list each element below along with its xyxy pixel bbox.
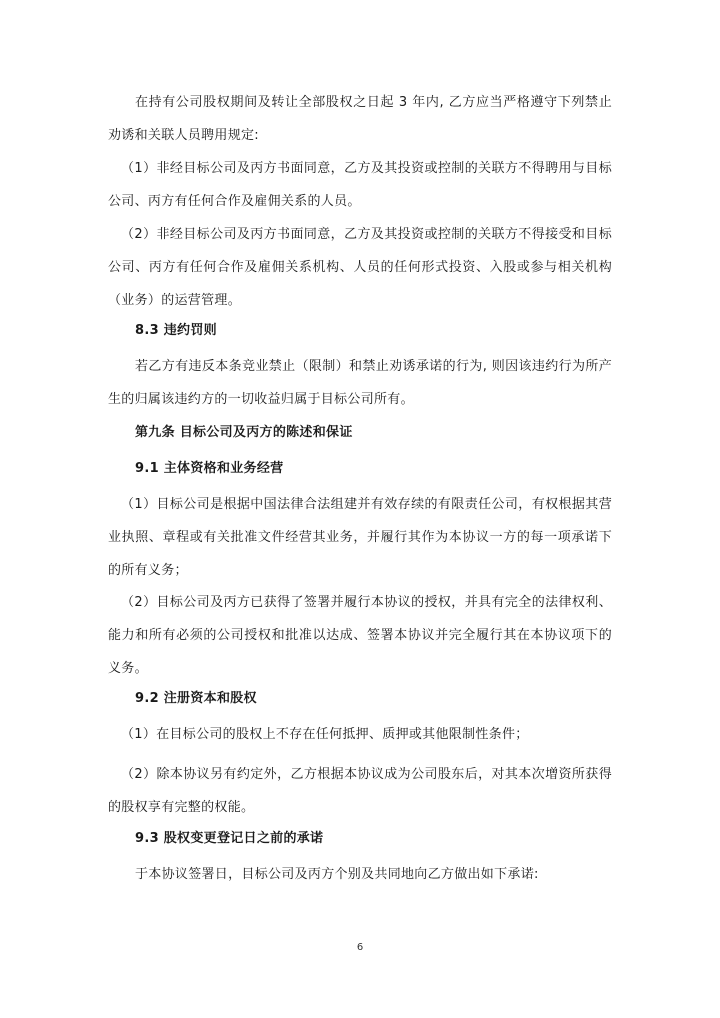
section-heading-8-3: 8.3 违约罚则 xyxy=(135,323,217,338)
paragraph-noncompete-period: 在持有公司股权期间及转让全部股权之日起 3 年内, 乙方应当严格遵守下列禁止劝诱和关联人员聘用规定: xyxy=(108,95,612,143)
paragraph-penalty: 若乙方有违反本条竞业禁止（限制）和禁止劝诱承诺的行为, 则因该违约行为所产生的归属该违约方的一切收益归属于目标公司所有。 xyxy=(108,359,612,407)
page-number: 6 xyxy=(356,942,364,953)
clause-item-9-2-1: （1）在目标公司的股权上不存在任何抵押、质押或其他限制性条件； xyxy=(121,727,529,742)
clause-item-9-1-2: （2）目标公司及丙方已获得了签署并履行本协议的授权，并具有完全的法律权利、能力和所有必须的公司授权和批准以达成、签署本协议并完全履行其在本协议项下的义务。 xyxy=(108,595,612,676)
section-heading-9-2: 9.2 注册资本和股权 xyxy=(135,691,257,706)
clause-item-1: （1）非经目标公司及丙方书面同意，乙方及其投资或控制的关联方不得聘用与目标公司、丙方有任何合作及雇佣关系的人员。 xyxy=(108,161,612,209)
clause-item-9-2-2: （2）除本协议另有约定外，乙方根据本协议成为公司股东后，对其本次增资所获得的股权享有完整的权能。 xyxy=(108,767,612,815)
section-heading-9-1: 9.1 主体资格和业务经营 xyxy=(135,461,284,476)
section-heading-9-3: 9.3 股权变更登记日之前的承诺 xyxy=(135,831,324,846)
article-heading-9: 第九条 目标公司及丙方的陈述和保证 xyxy=(135,425,353,440)
clause-item-9-1-1: （1）目标公司是根据中国法律合法组建并有效存续的有限责任公司，有权根据其营业执照、章程或有关批准文件经营其业务，并履行其作为本协议一方的每一项承诺下的所有义务； xyxy=(108,497,612,578)
clause-item-2: （2）非经目标公司及丙方书面同意，乙方及其投资或控制的关联方不得接受和目标公司、丙方有任何合作及雇佣关系机构、人员的任何形式投资、入股或参与相关机构（业务）的运营管理。 xyxy=(108,227,612,308)
paragraph-commitments-intro: 于本协议签署日，目标公司及丙方个别及共同地向乙方做出如下承诺: xyxy=(135,867,539,882)
